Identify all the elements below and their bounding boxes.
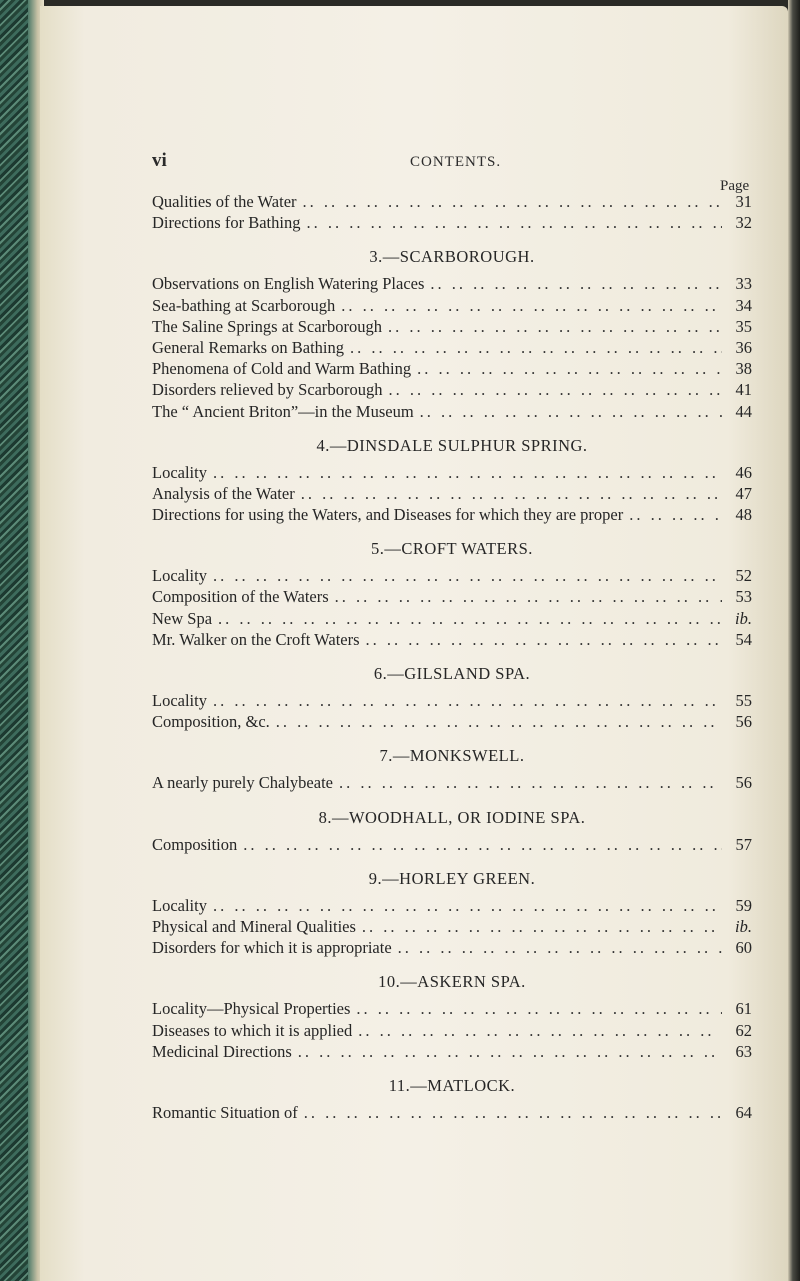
running-head: CONTENTS. <box>410 154 502 170</box>
contents-list <box>152 191 752 1123</box>
dot-leader <box>366 629 722 650</box>
dot-leader <box>339 772 722 793</box>
dot-leader <box>218 608 722 629</box>
dot-leader <box>306 212 722 233</box>
entry-title: Observations on English Watering Places <box>152 274 425 294</box>
dot-leader <box>388 316 722 337</box>
contents-entry[interactable] <box>152 1041 752 1062</box>
entry-page-number: 46 <box>735 462 752 482</box>
contents-entry[interactable] <box>152 1020 752 1041</box>
contents-entry[interactable] <box>152 358 752 379</box>
contents-entry[interactable] <box>152 834 752 855</box>
contents-entry[interactable] <box>152 212 752 233</box>
book-page <box>40 6 788 1281</box>
section-heading: 5.—CROFT WATERS. <box>371 539 533 559</box>
contents-entry[interactable] <box>152 565 752 586</box>
entry-page-number: 56 <box>735 712 752 732</box>
contents-entry[interactable] <box>152 1102 752 1123</box>
entry-title: Disorders for which it is appropriate <box>152 938 392 958</box>
contents-entry[interactable] <box>152 337 752 358</box>
entry-title: Locality <box>152 566 207 586</box>
dot-leader <box>417 358 722 379</box>
contents-entry[interactable] <box>152 401 752 422</box>
entry-page-number: 33 <box>735 274 752 294</box>
entry-title: Disorders relieved by Scarborough <box>152 380 383 400</box>
entry-title: Romantic Situation of <box>152 1102 298 1122</box>
entry-title: General Remarks on Bathing <box>152 337 344 357</box>
entry-page-number: ib. <box>735 608 752 628</box>
entry-page-number: 54 <box>735 629 752 649</box>
dot-leader <box>362 916 722 937</box>
contents-entry[interactable] <box>152 608 752 629</box>
entry-page-number: 47 <box>735 483 752 503</box>
dot-leader <box>420 401 722 422</box>
entry-page-number: 32 <box>735 213 752 233</box>
entry-page-number: 44 <box>735 401 752 421</box>
entry-title: Directions for using the Waters, and Diseases for which they are proper <box>152 505 624 525</box>
dot-leader <box>430 273 722 294</box>
dot-leader <box>276 711 722 732</box>
entry-page-number: 59 <box>735 895 752 915</box>
contents-entry[interactable] <box>152 629 752 650</box>
contents-entry[interactable] <box>152 998 752 1019</box>
entry-page-number: 57 <box>735 834 752 854</box>
entry-page-number: 52 <box>735 566 752 586</box>
dot-leader <box>213 565 722 586</box>
dot-leader <box>303 191 722 212</box>
entry-page-number: 53 <box>735 587 752 607</box>
contents-entry[interactable] <box>152 462 752 483</box>
entry-title: Locality <box>152 895 207 915</box>
dot-leader <box>304 1102 722 1123</box>
contents-entry[interactable] <box>152 316 752 337</box>
dot-leader <box>213 462 722 483</box>
contents-entry[interactable] <box>152 937 752 958</box>
entry-title: The “ Ancient Briton”—in the Museum <box>152 401 414 421</box>
dot-leader <box>398 937 722 958</box>
entry-title: Sea-bathing at Scarborough <box>152 295 336 315</box>
section-heading: 10.—ASKERN SPA. <box>378 972 526 992</box>
entry-page-number: 60 <box>735 938 752 958</box>
entry-page-number: 34 <box>735 295 752 315</box>
entry-page-number: 56 <box>735 773 752 793</box>
entry-page-number: 48 <box>735 505 752 525</box>
entry-title: Locality <box>152 691 207 710</box>
contents-entry[interactable] <box>152 379 752 400</box>
dot-leader <box>356 998 722 1019</box>
entry-title: Locality—Physical Properties <box>152 999 351 1019</box>
contents-entry[interactable] <box>152 895 752 916</box>
entry-title: Locality <box>152 462 207 482</box>
contents-entry[interactable] <box>152 191 752 212</box>
entry-page-number: 38 <box>735 359 752 379</box>
dot-leader <box>350 337 722 358</box>
entry-page-number: 62 <box>735 1020 752 1040</box>
entry-title: Directions for Bathing <box>152 213 301 233</box>
entry-title: Composition of the Waters <box>152 587 329 607</box>
dot-leader <box>341 295 722 316</box>
dot-leader <box>388 379 722 400</box>
entry-title: Phenomena of Cold and Warm Bathing <box>152 359 412 379</box>
contents-entry[interactable] <box>152 295 752 316</box>
entry-page-number: 41 <box>735 380 752 400</box>
entry-title: Medicinal Directions <box>152 1041 292 1061</box>
page-folio: vi <box>152 150 167 171</box>
entry-title: Diseases to which it is applied <box>152 1020 353 1040</box>
section-heading: 4.—DINSDALE SULPHUR SPRING. <box>316 435 588 455</box>
dot-leader <box>301 483 722 504</box>
dot-leader <box>629 504 722 525</box>
contents-entry[interactable] <box>152 772 752 793</box>
entry-page-number: 36 <box>735 337 752 357</box>
contents-entry[interactable] <box>152 690 752 711</box>
dot-leader <box>358 1020 722 1041</box>
entry-title: Qualities of the Water <box>152 192 297 211</box>
contents-entry[interactable] <box>152 483 752 504</box>
contents-entry[interactable] <box>152 586 752 607</box>
entry-page-number: 63 <box>735 1041 752 1061</box>
entry-page-number: 64 <box>735 1102 752 1122</box>
page-edge-shadow <box>788 0 800 1281</box>
entry-page-number: 35 <box>735 316 752 336</box>
section-heading: 9.—HORLEY GREEN. <box>368 868 536 888</box>
contents-entry[interactable] <box>152 504 752 525</box>
entry-page-number: 55 <box>735 691 752 710</box>
contents-entry[interactable] <box>152 273 752 294</box>
dot-leader <box>213 690 722 711</box>
entry-title: New Spa <box>152 608 213 628</box>
section-heading: 8.—WOODHALL, OR IODINE SPA. <box>318 807 586 827</box>
entry-page-number: 61 <box>735 999 752 1019</box>
entry-title: Physical and Mineral Qualities <box>152 916 356 936</box>
section-heading: 11.—MATLOCK. <box>388 1075 516 1095</box>
entry-title: Analysis of the Water <box>152 483 295 503</box>
entry-title: Mr. Walker on the Croft Waters <box>152 629 360 649</box>
entry-title: Composition <box>152 834 238 854</box>
entry-page-number: 31 <box>735 192 752 211</box>
entry-page-number: ib. <box>735 916 752 936</box>
entry-title: Composition, &c. <box>152 712 270 732</box>
section-heading: 6.—GILSLAND SPA. <box>373 664 531 683</box>
contents-entry[interactable] <box>152 711 752 732</box>
entry-title: The Saline Springs at Scarborough <box>152 316 383 336</box>
dot-leader <box>213 895 722 916</box>
section-heading: 7.—MONKSWELL. <box>379 746 525 766</box>
page-column-label: Page <box>720 178 750 194</box>
entry-title: A nearly purely Chalybeate <box>152 773 333 793</box>
section-heading: 3.—SCARBOROUGH. <box>369 247 535 267</box>
dot-leader <box>243 834 722 855</box>
dot-leader <box>298 1041 722 1062</box>
contents-entry[interactable] <box>152 916 752 937</box>
dot-leader <box>335 586 722 607</box>
